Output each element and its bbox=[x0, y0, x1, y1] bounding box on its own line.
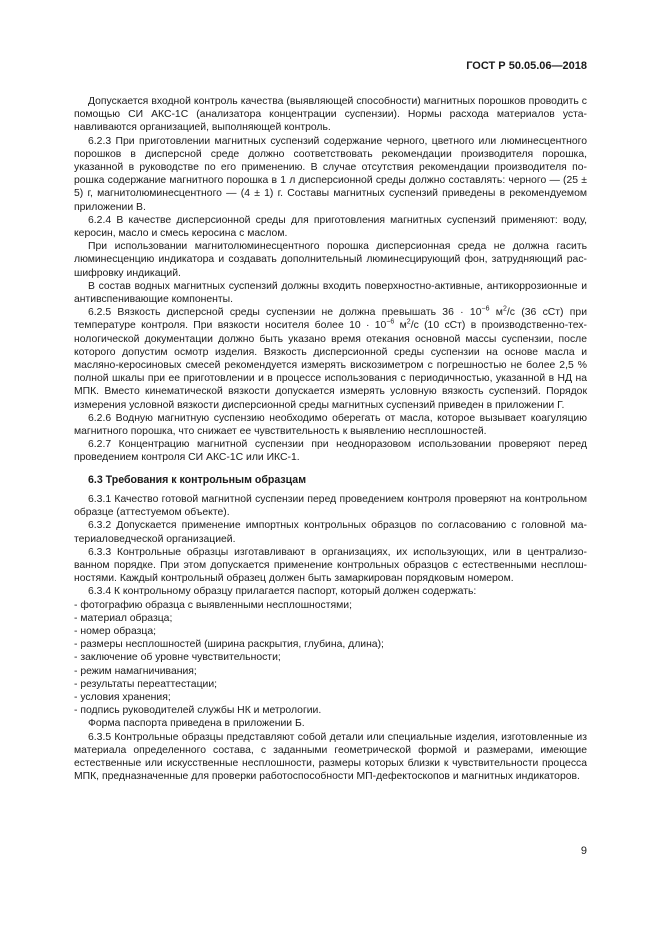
list-item: - материал образца; bbox=[74, 612, 173, 624]
paragraph-6-3-4: 6.3.4 К контрольному образцу прилагается паспорт, который должен содержать: bbox=[88, 586, 477, 598]
paragraph-6-3-2: 6.3.2 Допускается применение импортных контрольных образцов по согласованию с головной материаловедческой организацией. bbox=[74, 520, 587, 545]
paragraph-6-2-3: 6.2.3 При приготовлении магнитных суспензий содержание черного, цветного или люминесцентного порошков в дисперсной среде должно соответствовать рекомендации производителя порошка, указанной в руководстве по его применению. В случае отсутствия рекомендации производителя порошка содержание магнитного порошка в 1 л дисперсионной среды должно составлять: черного — (25 ± 5) г, магнитолюминесцентного — (4 ± 1) г. Составы магнитных суспензий приведены в рекомендуемом приложении В. bbox=[74, 135, 587, 213]
paragraph: Форма паспорта приведена в приложении Б. bbox=[88, 718, 305, 730]
list-item: - подпись руководителей службы НК и метрологии. bbox=[74, 705, 322, 717]
page-number: 9 bbox=[580, 845, 587, 857]
spacer bbox=[74, 465, 587, 474]
paragraph-6-3-5: 6.3.5 Контрольные образцы представляют собой детали или специальные изделия, изготовленные из материала определенного состава, с заданными геометрической формой и размерами, имеющие естественные или искусственные несплошности, размеры которых близки к чувствительности процесса МПК, предназначенные для проверки работоспособности МП-дефектоскопов и магнитных индикаторов. bbox=[74, 731, 587, 783]
paragraph-6-2-7: 6.2.7 Концентрацию магнитной суспензии при неодноразовом использовании проверяют перед проведением контроля СИ АКС-1С или ИКС-1. bbox=[74, 439, 587, 464]
text-segment: 6.2.5 Вязкость дисперсной среды суспензии не должна превышать 36 · 10 bbox=[88, 307, 482, 319]
paragraph-6-3-3: 6.3.3 Контрольные образцы изготавливают в организациях, их использующих, или в централизованном порядке. При этом допускается применение контрольных образцов с естественными несплошностями. Каждый контрольный образец должен быть замаркирован порядковым номером. bbox=[74, 546, 587, 585]
paragraph: В состав водных магнитных суспензий должны входить поверхностно-активные, антикоррозионные и антивспенивающие компоненты. bbox=[74, 280, 587, 306]
exponent: 2 bbox=[406, 318, 411, 326]
list-item: - условия хранения; bbox=[74, 691, 171, 703]
standard-number: ГОСТ Р 50.05.06—2018 bbox=[466, 60, 587, 72]
paragraph: При использовании магнитолюминесцентного порошка дисперсионная среда не должна гасить люминесценцию индикатора и создавать дополнительный люминесцирующий фон, затрудняющий расшифровку индикаций. bbox=[74, 241, 587, 279]
list-item: - размеры несплошностей (ширина раскрытия, глубина, длина); bbox=[74, 639, 384, 651]
list-item: - режим намагничивания; bbox=[74, 665, 197, 677]
section-heading: 6.3 Требования к контрольным образцам bbox=[88, 473, 307, 486]
paragraph-6-3-1: 6.3.1 Качество готовой магнитной суспензии перед проведением контроля проверяют на контрольном образце (аттестуемом объекте). bbox=[74, 493, 587, 519]
list-item: - заключение об уровне чувствительности; bbox=[74, 652, 281, 664]
list-item: - результаты переаттестации; bbox=[74, 678, 218, 690]
paragraph: Допускается входной контроль качества (выявляющей способности) магнитных порошков проводить с помощью СИ АКС-1С (анализатора концентрации суспензии). Нормы расхода материалов устанавливаются организацией, выполняющей контроль. bbox=[74, 96, 587, 134]
exponent: −6 bbox=[386, 318, 395, 326]
text-segment: /с (36 сСт) при температуре контроля. При вязкости носителя более 10 · 10 bbox=[74, 307, 588, 332]
paragraph-6-2-6: 6.2.6 Водную магнитную суспензию необходимо оберегать от масла, которое вызывает коагуляцию магнитного порошка, что снижает ее чувствительность к выявлению несплошностей. bbox=[74, 412, 587, 438]
paragraph-6-2-5 bbox=[74, 306, 587, 412]
text-segment: м bbox=[394, 320, 407, 332]
text-segment: м bbox=[489, 307, 503, 319]
paragraph-6-2-4: 6.2.4 В качестве дисперсионной среды для приготовления магнитных суспензий применяют: воду, керосин, масло и смесь керосина с маслом. bbox=[74, 214, 587, 240]
exponent: 2 bbox=[502, 305, 507, 313]
list-item: - номер образца; bbox=[74, 625, 157, 637]
passport-list bbox=[74, 599, 587, 718]
list-item: - фотографию образца с выявленными несплошностями; bbox=[74, 599, 352, 611]
document-body bbox=[74, 95, 587, 783]
exponent: −6 bbox=[481, 305, 490, 313]
text-segment: /с (10 сСт) в производственно-технологической документации должно быть указано время отекания основной массы суспензии, после которого допустим осмотр изделия. Вязкость дисперсионной среды суспензии на основе масла и масляно-керосиновых смесей рекомендуется измерять вискозиметром с погрешностью не более 2,5 % полной шкалы при ее приготовлении и в процессе использования с периодичностью, указанной в НД на МПК. Вместо кинематической вязкости допускается измерять условную вязкость суспензий. Порядок измерения условной вязкости дисперсионной среды магнитных суспензий приведен в приложении Г. bbox=[74, 320, 588, 411]
